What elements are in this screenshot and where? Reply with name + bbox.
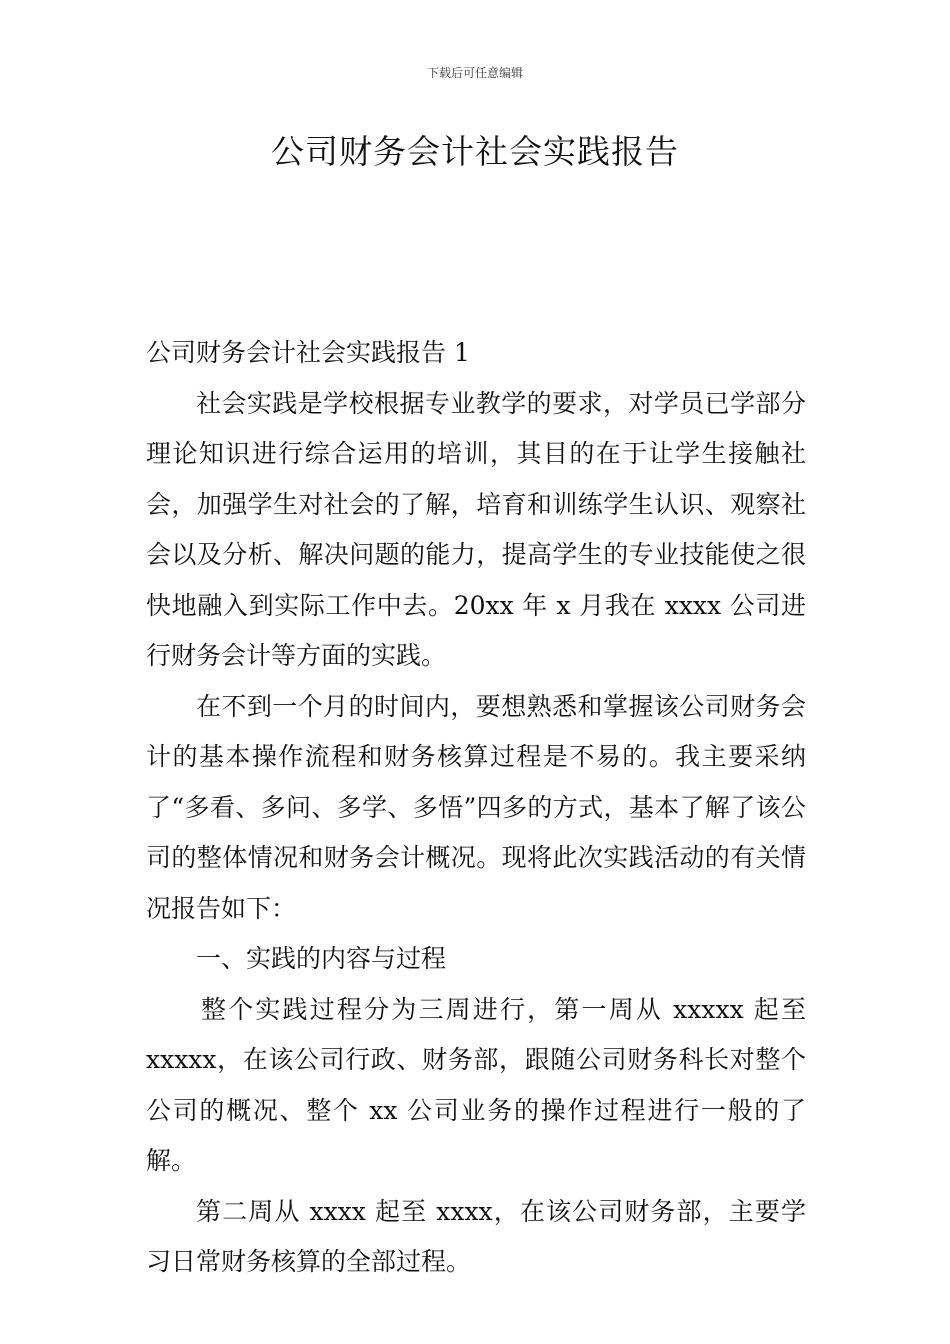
paragraph-method: 在不到一个月的时间内，要想熟悉和掌握该公司财务会计的基本操作流程和财务核算过程是不易的。我主要采纳了“多看、多问、多学、多悟”四多的方式，基本了解了该公司的整体情况和财务会计概况。现将此次实践活动的有关情况报告如下：	[146, 691, 806, 923]
section-heading: 公司财务会计社会实践报告 1	[146, 338, 470, 367]
header-note: 下载后可任意编辑	[426, 66, 523, 80]
paragraph-week-one: 整个实践过程分为三周进行，第一周从 xxxxx 起至 xxxxx，在该公司行政、财务部，跟随公司财务科长对整个公司的概况、整个 xx 公司业务的操作过程进行一般的了解。	[146, 994, 806, 1175]
paragraph-week-two: 第二周从 xxxx 起至 xxxx，在该公司财务部，主要学习日常财务核算的全部过程。	[146, 1196, 806, 1276]
document-body	[146, 328, 806, 1288]
paragraph-intro: 社会实践是学校根据专业教学的要求，对学员已学部分理论知识进行综合运用的培训，其目的在于让学生接触社会，加强学生对社会的了解，培育和训练学生认识、观察社会以及分析、解决问题的能力，提高学生的专业技能使之很快地融入到实际工作中去。20xx 年 x 月我在 xxxx 公司进行财务会计等方面的实践。	[146, 388, 806, 670]
document-title: 公司财务会计社会实践报告	[271, 132, 679, 171]
subheading-content-process: 一、实践的内容与过程	[196, 944, 447, 973]
